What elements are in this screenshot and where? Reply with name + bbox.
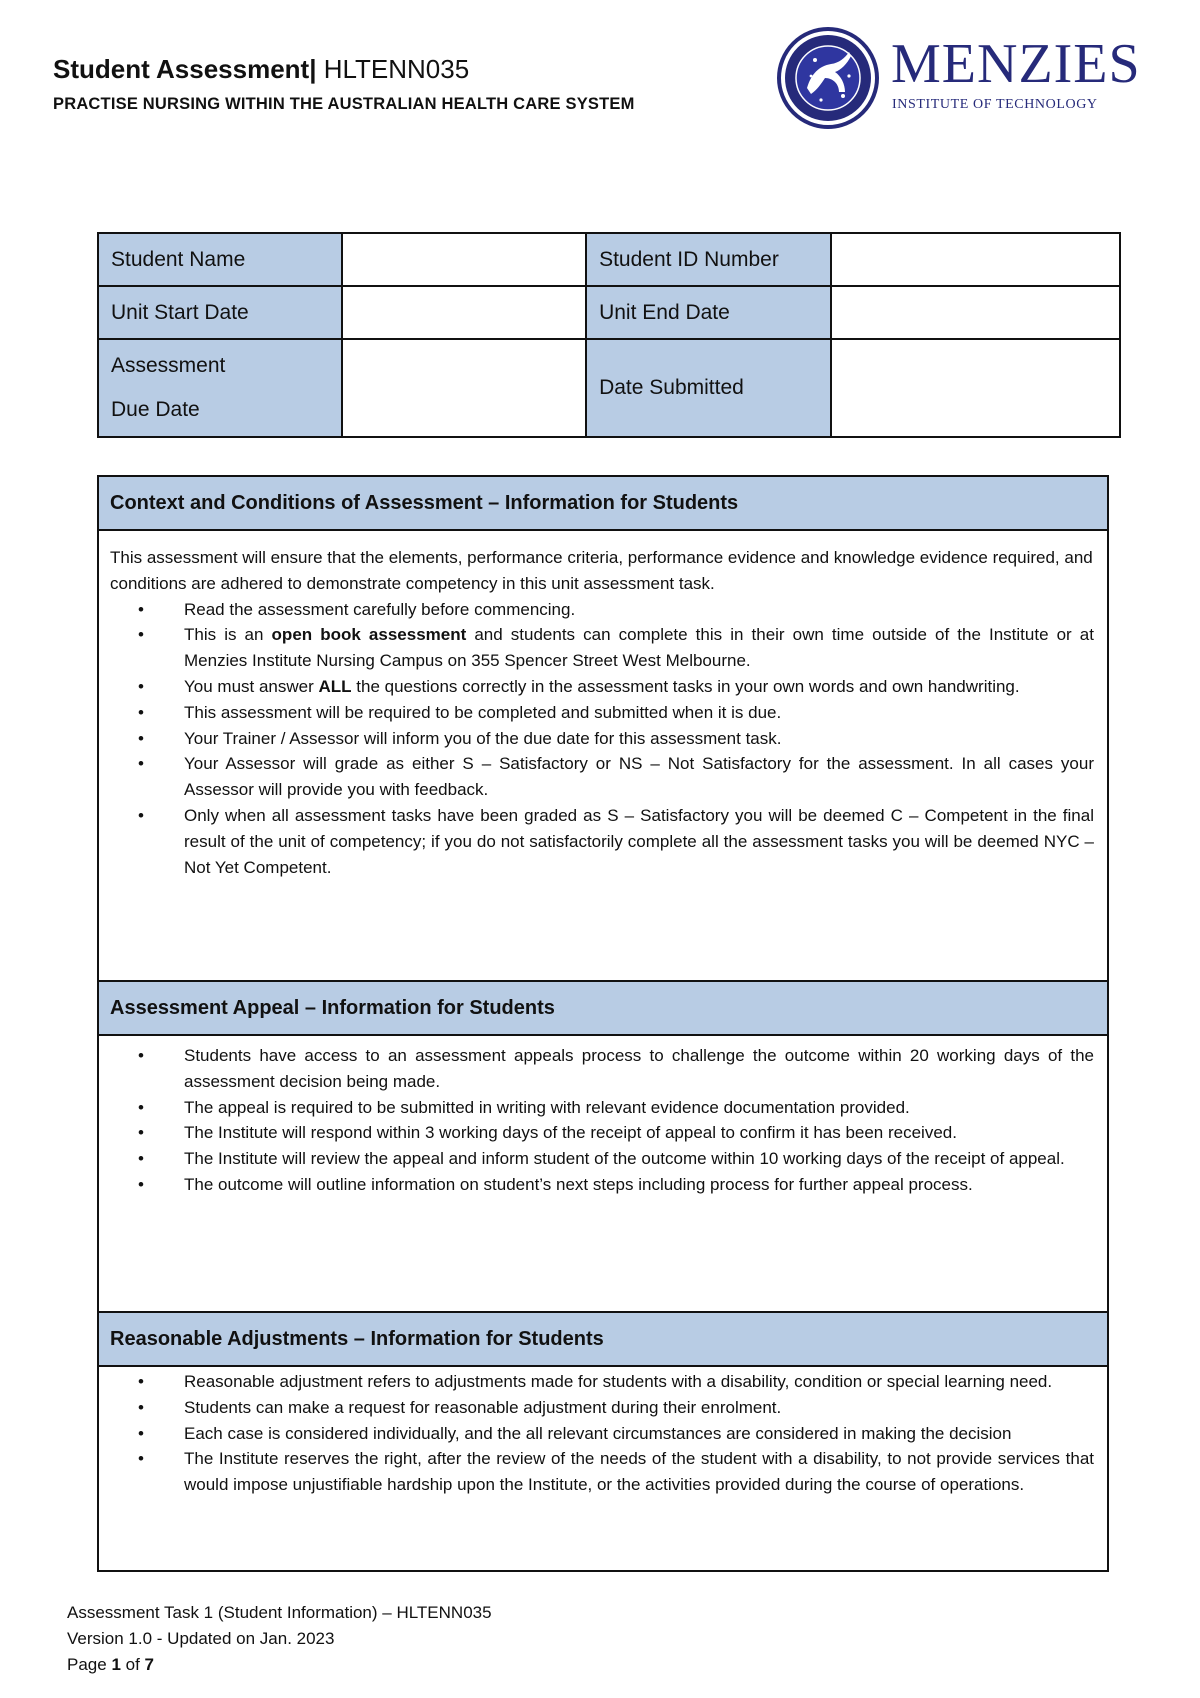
bullet-icon: •	[138, 1046, 144, 1065]
student-name-field[interactable]	[342, 233, 586, 286]
appeal-section-title: Assessment Appeal – Information for Students	[99, 982, 1107, 1036]
student-id-label: Student ID Number	[586, 233, 831, 286]
bullet-icon: •	[138, 676, 144, 696]
context-section-body	[99, 545, 1107, 880]
list-item: • Read the assessment carefully before commencing.	[99, 597, 1094, 623]
bullet-icon: •	[138, 728, 144, 748]
list-item: • This is an open book assessment and students can complete this in their own time outside of the Institute or at Menzies Institute Nursing Campus on 355 Spencer Street West Melbourne.	[99, 622, 1094, 674]
unit-title: PRACTISE NURSING WITHIN THE AUSTRALIAN HEALTH CARE SYSTEM	[53, 95, 635, 113]
list-item: • The outcome will outline information on student’s next steps including process for further appeal process.	[99, 1172, 1094, 1198]
context-list	[99, 597, 1107, 881]
appeal-section-body	[99, 1043, 1107, 1198]
page-footer	[67, 1600, 492, 1678]
table-row	[98, 339, 1120, 437]
unit-code: HLTENN035	[316, 54, 470, 84]
information-box	[97, 475, 1109, 1572]
bullet-icon: •	[138, 1149, 144, 1169]
adjustments-section-body	[99, 1369, 1107, 1498]
student-info-table	[97, 232, 1121, 438]
list-item: • Reasonable adjustment refers to adjustments made for students with a disability, condition or special learning need.	[99, 1369, 1094, 1395]
unit-start-date-field[interactable]	[342, 286, 586, 339]
list-item: • Each case is considered individually, and the all relevant circumstances are considered in making the decision	[99, 1421, 1094, 1447]
institute-seal-icon	[775, 26, 885, 130]
date-submitted-label: Date Submitted	[586, 339, 831, 437]
unit-start-date-label: Unit Start Date	[98, 286, 342, 339]
list-item: • Your Trainer / Assessor will inform you of the due date for this assessment task.	[99, 726, 1094, 752]
table-row	[98, 233, 1120, 286]
list-item: • Your Assessor will grade as either S – Satisfactory or NS – Not Satisfactory for the assessment. In all cases your Assessor will provide you with feedback.	[99, 751, 1094, 803]
bullet-icon: •	[138, 1423, 144, 1443]
logo-wordmark: MENZIES	[891, 33, 1141, 95]
adjustments-list	[99, 1369, 1107, 1498]
table-row	[98, 286, 1120, 339]
student-id-field[interactable]	[831, 233, 1120, 286]
list-item: • Only when all assessment tasks have been graded as S – Satisfactory you will be deemed C – Competent in the final result of the unit of competency; if you do not satisfactorily complete all the assessment tasks you will be deemed NYC – Not Yet Competent.	[99, 803, 1094, 880]
context-section-title: Context and Conditions of Assessment – Information for Students	[99, 477, 1107, 531]
bullet-icon: •	[138, 1449, 144, 1469]
bullet-icon: •	[138, 1097, 144, 1117]
bullet-icon: •	[138, 805, 144, 825]
list-item: • You must answer ALL the questions correctly in the assessment tasks in your own words and own handwriting.	[99, 674, 1094, 700]
appeal-list	[99, 1043, 1107, 1198]
student-name-label: Student Name	[98, 233, 342, 286]
adjustments-section-title: Reasonable Adjustments – Information for Students	[99, 1313, 1107, 1367]
footer-version-line: Version 1.0 - Updated on Jan. 2023	[67, 1629, 335, 1648]
bullet-icon: •	[138, 1123, 144, 1143]
bullet-icon: •	[138, 1372, 144, 1391]
menzies-logo	[775, 26, 1141, 130]
bullet-icon: •	[138, 754, 144, 774]
list-item: • The Institute will respond within 3 working days of the receipt of appeal to confirm it has been received.	[99, 1120, 1094, 1146]
bullet-icon: •	[138, 1174, 144, 1194]
date-submitted-field[interactable]	[831, 339, 1120, 437]
bullet-icon: •	[138, 625, 144, 645]
assessment-due-date-label: Assessment Due Date	[98, 339, 342, 437]
unit-end-date-field[interactable]	[831, 286, 1120, 339]
bullet-icon: •	[138, 599, 144, 619]
list-item: • The Institute reserves the right, after the review of the needs of the student with a disability, to not provide services that would impose unjustifiable hardship upon the Institute, or the activities provided during the course of operations.	[99, 1446, 1094, 1498]
assessment-due-date-field[interactable]	[342, 339, 586, 437]
bullet-icon: •	[138, 702, 144, 722]
page-title: Student Assessment| HLTENN035	[53, 54, 470, 84]
context-intro: This assessment will ensure that the elements, performance criteria, performance evidence and knowledge evidence required, and conditions are adhered to demonstrate competency in this unit assessment task.	[110, 548, 1093, 593]
page-number: Page 1 of 7	[67, 1655, 154, 1674]
list-item: • Students have access to an assessment appeals process to challenge the outcome within 20 working days of the assessment decision being made.	[99, 1043, 1094, 1095]
unit-end-date-label: Unit End Date	[586, 286, 831, 339]
list-item: • The appeal is required to be submitted in writing with relevant evidence documentation provided.	[99, 1095, 1094, 1121]
footer-task-line: Assessment Task 1 (Student Information) – HLTENN035	[67, 1603, 492, 1622]
list-item: • Students can make a request for reasonable adjustment during their enrolment.	[99, 1395, 1094, 1421]
bullet-icon: •	[138, 1397, 144, 1417]
list-item: • The Institute will review the appeal and inform student of the outcome within 10 working days of the receipt of appeal.	[99, 1146, 1094, 1172]
list-item: • This assessment will be required to be completed and submitted when it is due.	[99, 700, 1094, 726]
logo-tagline: INSTITUTE OF TECHNOLOGY	[892, 97, 1098, 112]
